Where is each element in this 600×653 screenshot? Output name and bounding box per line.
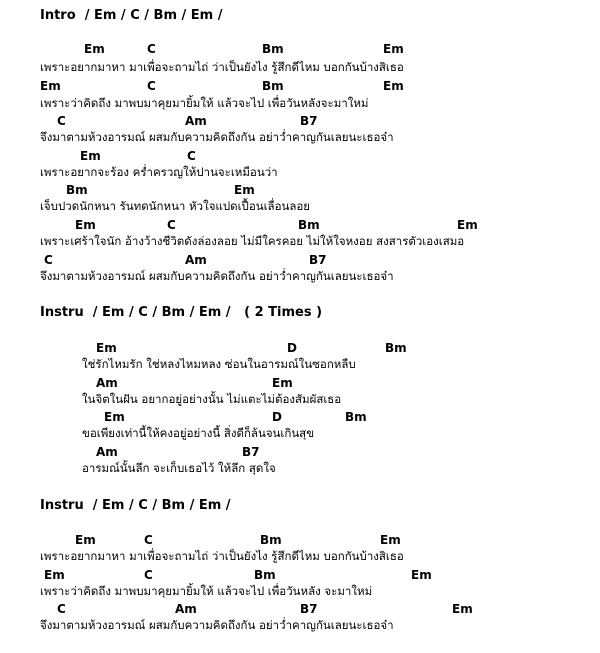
chord: Em — [380, 533, 401, 547]
chord: Bm — [298, 218, 320, 232]
chord: C — [57, 114, 66, 128]
chord: B7 — [300, 602, 318, 616]
chord: Em — [104, 410, 125, 424]
chord: Em — [411, 568, 432, 582]
chord: Am — [96, 376, 118, 390]
lyric-line: เจ็บปวดนักหนา รันทดนักหนา หัวใจแปดเปื้อนเลื่อนลอย — [40, 199, 311, 213]
chord: Am — [185, 253, 207, 267]
chord: Em — [96, 341, 117, 355]
chord: Em — [80, 149, 101, 163]
chord: B7 — [242, 445, 260, 459]
chord: D — [287, 341, 297, 355]
chord: Bm — [260, 533, 282, 547]
chord: C — [44, 253, 53, 267]
chord: C — [147, 79, 156, 93]
chord: D — [272, 410, 282, 424]
lyric-line: จึงมาตามห้วงอารมณ์ ผสมกับความคิดถึงกัน อย่าว่ำคาญกันเลยนะเธอจ๋า — [40, 130, 394, 144]
chord: C — [167, 218, 176, 232]
chord: Em — [383, 42, 404, 56]
section-header-instru: Instru / Em / C / Bm / Em / — [40, 498, 231, 513]
chord: C — [147, 42, 156, 56]
chord: Em — [457, 218, 478, 232]
lyric-line: จึงมาตามห้วงอารมณ์ ผสมกับความคิดถึงกัน อย่าว่ำคาญกันเลยนะเธอจ๋า — [40, 618, 394, 632]
chord: B7 — [309, 253, 327, 267]
chord: Em — [452, 602, 473, 616]
chord: Am — [175, 602, 197, 616]
chord: Em — [234, 183, 255, 197]
lyric-line: เพราะเศร้าใจนัก อ้างว้างชีวิตดังล่องลอย ไม่มีใครคอย ไม่ให้ใจหงอย สงสารตัวเองเสมอ — [40, 234, 465, 248]
lyric-line: เพราะว่าคิดถึง มาพบมาคุยมายิ้มให้ แล้วจะไป เพื่อวันหลังจะมาใหม่ — [40, 96, 369, 110]
chord: Em — [383, 79, 404, 93]
chord: C — [144, 568, 153, 582]
chord: Bm — [385, 341, 407, 355]
lyric-line: ในจิตในฝัน อยากอยู่อย่างนั้น ไม่แตะไม่ต้องสัมผัสเธอ — [82, 392, 342, 406]
chord: Bm — [262, 79, 284, 93]
chord: C — [57, 602, 66, 616]
chord: Am — [96, 445, 118, 459]
lyric-line: จึงมาตามห้วงอารมณ์ ผสมกับความคิดถึงกัน อย่าว่ำคาญกันเลยนะเธอจ๋า — [40, 269, 394, 283]
lyric-line: เพราะอยากจะร้อง คร่ำครวญให้ปานจะเหมือนว่า — [40, 165, 278, 179]
chord: C — [144, 533, 153, 547]
chord: Bm — [66, 183, 88, 197]
lyric-line: เพราะอยากมาหา มาเพื่อจะถามไถ่ ว่าเป็นยังไง รู้สึกดีไหม บอกกันบ้างสิเธอ — [40, 60, 404, 74]
chord: Em — [44, 568, 65, 582]
chord: Bm — [345, 410, 367, 424]
chord: Em — [84, 42, 105, 56]
lyric-line: อารมณ์นั้นลึก จะเก็บเธอไว้ ให้ลึก สุดใจ — [82, 461, 276, 475]
lyric-line: เพราะอยากมาหา มาเพื่อจะถามไถ่ ว่าเป็นยังไง รู้สึกดีไหม บอกกันบ้างสิเธอ — [40, 549, 404, 563]
chord: Am — [185, 114, 207, 128]
chord: B7 — [300, 114, 318, 128]
chord: Em — [272, 376, 293, 390]
lyric-line: ใช่รักไหมรัก ใช่หลงไหมหลง ซ่อนในอารมณ์ในซอกหลืบ — [82, 357, 356, 371]
chord: Em — [75, 533, 96, 547]
chord: Em — [75, 218, 96, 232]
chord: Em — [40, 79, 61, 93]
chord: Bm — [254, 568, 276, 582]
lyric-line: เพราะว่าคิดถึง มาพบมาคุยมายิ้มให้ แล้วจะไป เพื่อวันหลัง จะมาใหม่ — [40, 584, 373, 598]
section-header-intro: Intro / Em / C / Bm / Em / — [40, 8, 223, 23]
lyric-line: ขอเพียงเท่านี้ให้คงอยู่อย่างนี้ สิ่งดีก็ล้นจนเกินสุข — [82, 426, 315, 440]
chord: C — [187, 149, 196, 163]
chord: Bm — [262, 42, 284, 56]
section-header-instru: Instru / Em / C / Bm / Em / ( 2 Times ) — [40, 305, 323, 320]
